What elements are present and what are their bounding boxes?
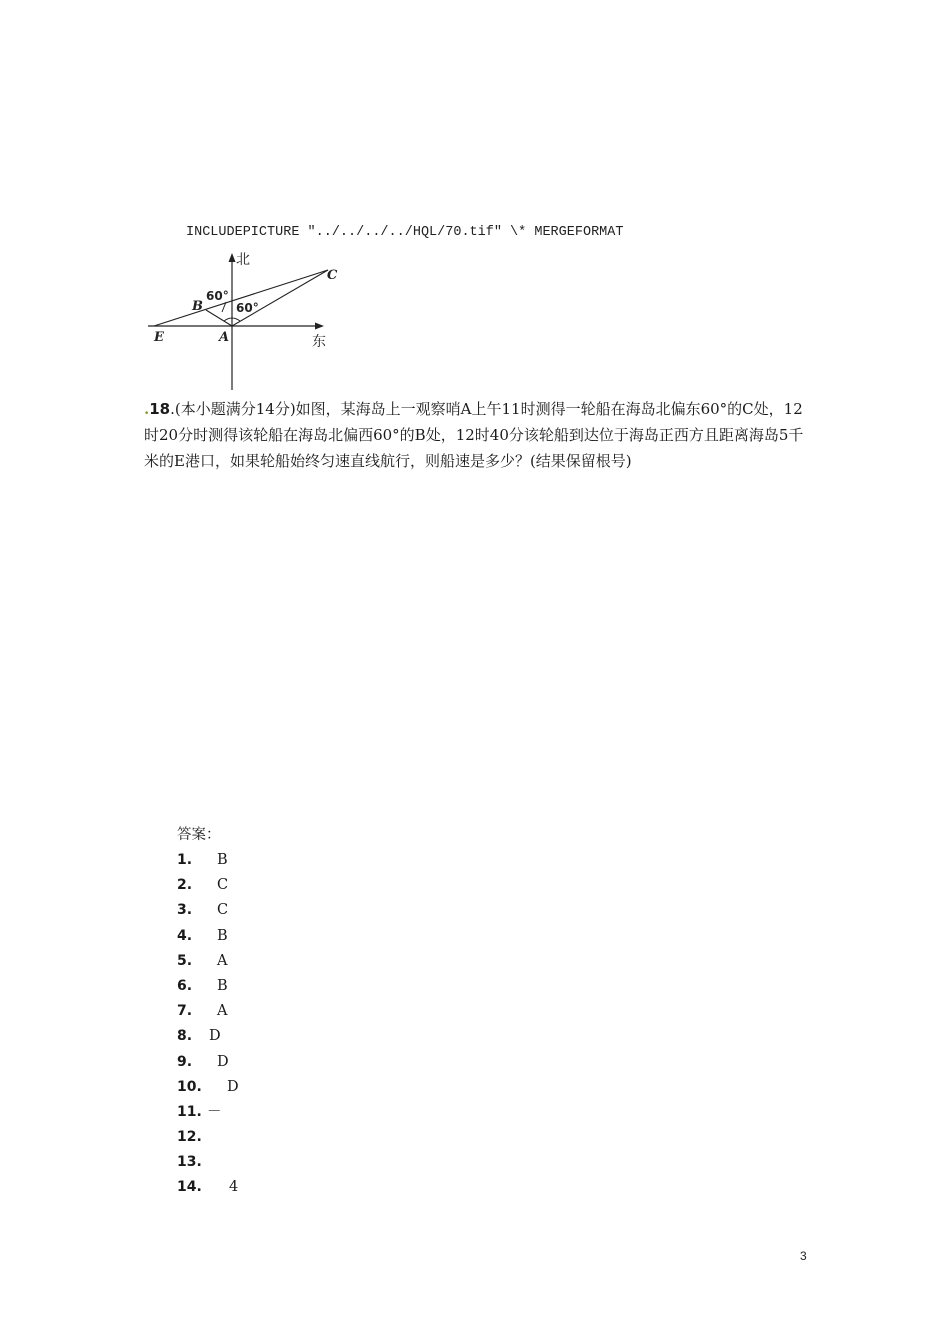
problem-text: .(本小题满分14分)如图，某海岛上一观察哨A上午11时测得一轮船在海岛北偏东60°的C处，12时20分时测得该轮船在海岛北偏西60°的B处，12时40分该轮船到达位于海岛正西方且距离海岛5千米的E港口，如果轮船始终匀速直线航行，则船速是多少？(结果保留根号): [144, 400, 804, 470]
answer-value: D: [227, 1078, 239, 1095]
answer-row: [177, 924, 239, 949]
answer-key: [177, 822, 239, 1201]
answer-value: B: [217, 977, 228, 994]
geometry-figure: [140, 248, 340, 393]
answer-row: [177, 1075, 239, 1100]
answer-row: [177, 1050, 239, 1075]
answer-value: B: [217, 852, 228, 868]
answer-number: 5.: [177, 952, 193, 969]
east-arrow: [315, 323, 324, 330]
point-B-label: B: [192, 299, 203, 314]
answer-row: [177, 1125, 239, 1150]
answer-number: 10.: [177, 1078, 202, 1095]
answer-number: 3.: [177, 902, 193, 919]
angle-right-label: 60°: [236, 301, 259, 315]
north-arrow: [229, 253, 236, 262]
answer-number: 13.: [177, 1154, 202, 1171]
answer-row: [177, 974, 239, 999]
answer-value: D: [217, 1053, 229, 1070]
line-EC: [154, 270, 328, 326]
problem-paragraph: [144, 396, 812, 474]
figure-svg: [140, 248, 340, 393]
answer-number: 11.: [177, 1103, 202, 1120]
answer-row: [177, 873, 239, 898]
answer-row: [177, 949, 239, 974]
answer-row: [177, 1024, 239, 1049]
line-AC: [232, 270, 328, 326]
answer-row: [177, 1100, 239, 1125]
answer-number: 4.: [177, 927, 193, 944]
answer-row: [177, 1150, 239, 1175]
answer-row: [177, 999, 239, 1024]
answer-value: C: [217, 877, 229, 894]
answer-value: D: [209, 1028, 221, 1045]
answer-value: －: [207, 1103, 222, 1120]
include-picture-field: INCLUDEPICTURE "../../../../HQL/70.tif" \* MERGEFORMAT: [186, 225, 624, 240]
problem-marker: .: [144, 400, 150, 418]
line-AB: [206, 310, 232, 326]
answer-value: C: [217, 902, 229, 919]
answer-value: 4: [229, 1179, 239, 1196]
problem-18: [144, 396, 812, 474]
point-A-label: A: [219, 330, 230, 345]
answer-row: [177, 898, 239, 923]
answer-number: 8.: [177, 1028, 193, 1045]
problem-number: 18: [149, 400, 171, 418]
answer-row: [177, 1175, 239, 1200]
point-C-label: C: [327, 268, 338, 283]
answer-number: 6.: [177, 977, 193, 994]
answer-number: 2.: [177, 877, 193, 894]
angle-left-label: 60°: [206, 289, 229, 303]
answer-number: 1.: [177, 852, 193, 868]
answer-number: 9.: [177, 1053, 193, 1070]
answer-value: B: [217, 927, 228, 944]
point-E-label: E: [154, 330, 164, 345]
page-number: 3: [800, 1249, 807, 1263]
answer-value: A: [217, 1003, 228, 1020]
answer-number: 12.: [177, 1129, 202, 1146]
east-label: 东: [312, 334, 326, 350]
answer-value: A: [217, 952, 228, 969]
answer-number: 14.: [177, 1179, 202, 1196]
north-label: 北: [236, 252, 250, 268]
answer-key-heading: 答案：: [177, 827, 221, 843]
answer-number: 7.: [177, 1003, 193, 1020]
answer-row: [177, 848, 239, 873]
